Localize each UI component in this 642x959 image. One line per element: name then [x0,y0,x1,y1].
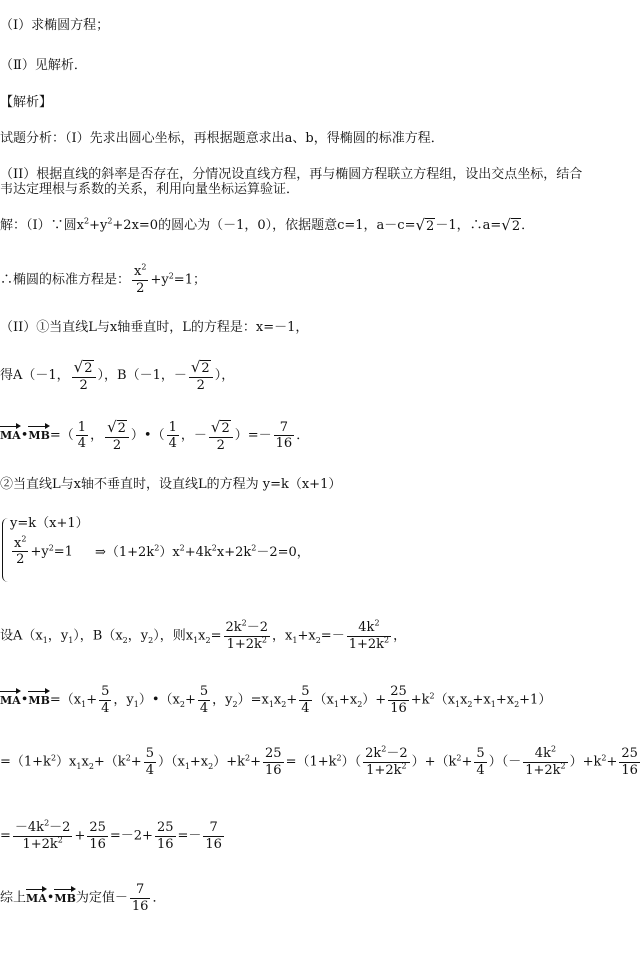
part-two-answer: （Ⅱ）见解析． [0,58,87,73]
dot-product-case-one: MA•MB=（ $\frac{1}{4}$ ， $\frac{√2}{2}$ ）•（ $\frac{1}{4}$ ，－ $\frac{√2}{2}$ ）=－ $\frac{7}{16}$ ． [0,418,310,453]
case-one: （II）①当直线L与x轴垂直时，L的方程是：x=－1， [0,320,309,335]
vector-mb: MB [28,424,49,442]
part-one-question: （Ⅰ）求椭圆方程； [0,18,110,33]
solution-heading: 【解析】 [0,95,53,110]
expansion-line: $=(1+k^2)x_1x_2+(k^2+$ $\frac{5}{4}$ ）$(x_1+x_2)+k^2+$ $\frac{25}{16}$ $=(1+k^2)$（ $\frac{2k^2-2}{1+2k^2}$ ）$+(k^2+$ $\frac{5}{4}$ ）（－ $\frac{4k^2}{1+2k^2}$ ）$+k^2+$ $\frac{25}{16}$ [0,744,638,778]
analysis-line-2: （II）根据直线的斜率是否存在，分情况设直线方程，再与椭圆方程联立方程组，设出交点坐标，结合 [0,167,583,182]
points-a-b: 得A（－1， $\frac{√2}{2}$ ），B（－1，－ $\frac{√2}{2}$ ）， [0,358,235,393]
case-two: ②当直线L与x轴不垂直时，设直线L的方程为 y=k（x+1） [0,477,342,492]
fraction: $\frac{√2}{2}$ [72,358,96,393]
system-brace [2,518,9,582]
vieta-relations: 设$A(x_1$，$y_1$），$B(x_2$，$y_2$），则$x_1x_2=$ $\frac{2k^2-2}{1+2k^2}$ ，$x_1+x_2=-$ $\frac{4k^2}{1+2k^2}$ ， [0,618,407,652]
equation-system [10,516,89,568]
system-line-1: y=k（x+1） [10,516,89,531]
vector-mb: MB [28,689,49,707]
fraction: $\frac{√2}{2}$ [189,358,213,393]
dot-product-general: $MA•MB=(x_1+$ $\frac{5}{4}$ ，$y_1)•(x_2+$ $\frac{5}{4}$ ，$y_2)=x_1x_2+$ $\frac{5}{4}$ $(x_1+x_2)+$ $\frac{25}{16}$ $+k^2(x_1x_2+x_1+x_2+1)$ [0,684,552,716]
sqrt-two: √2 [415,216,435,234]
quadratic-result: $\Rightarrow(1+2k^2)x^2+4k^2x+2k^2-2=0$， [95,543,310,560]
system-line-2: $\frac{x^2}{2}$ $+y^2=1$ [14,534,73,568]
vector-ma: MA [0,689,21,707]
vector-mb: MB [54,887,75,905]
solution-part-one: 解：（I）∵圆$x^2+y^2+2x=0$的圆心为（－1，0），依据题意c=1，a－c=√2－1，∴a=√2． [0,216,535,234]
simplification-line: = $\frac{-4k^2-2}{1+2k^2}$ + $\frac{25}{16}$ =－2+ $\frac{25}{16}$ =－ $\frac{7}{16}$ [0,818,222,852]
conclusion-line: 综上MA•MB为定值－ $\frac{7}{16}$ ． [0,882,166,914]
analysis-line-3: 韦达定理根与系数的关系，利用向量坐标运算验证． [0,182,300,197]
vector-ma: MA [0,424,21,442]
ellipse-equation: ∴椭圆的标准方程是： $\frac{x^2}{2}$ $+y^2=1$； [0,262,206,296]
sqrt-two: √2 [501,216,521,234]
fraction: $\frac{x^2}{2}$ [134,262,147,296]
analysis-line-1: 试题分析：（I）先求出圆心坐标，再根据题意求出a、b，得椭圆的标准方程． [0,131,444,146]
vector-ma: MA [26,887,47,905]
